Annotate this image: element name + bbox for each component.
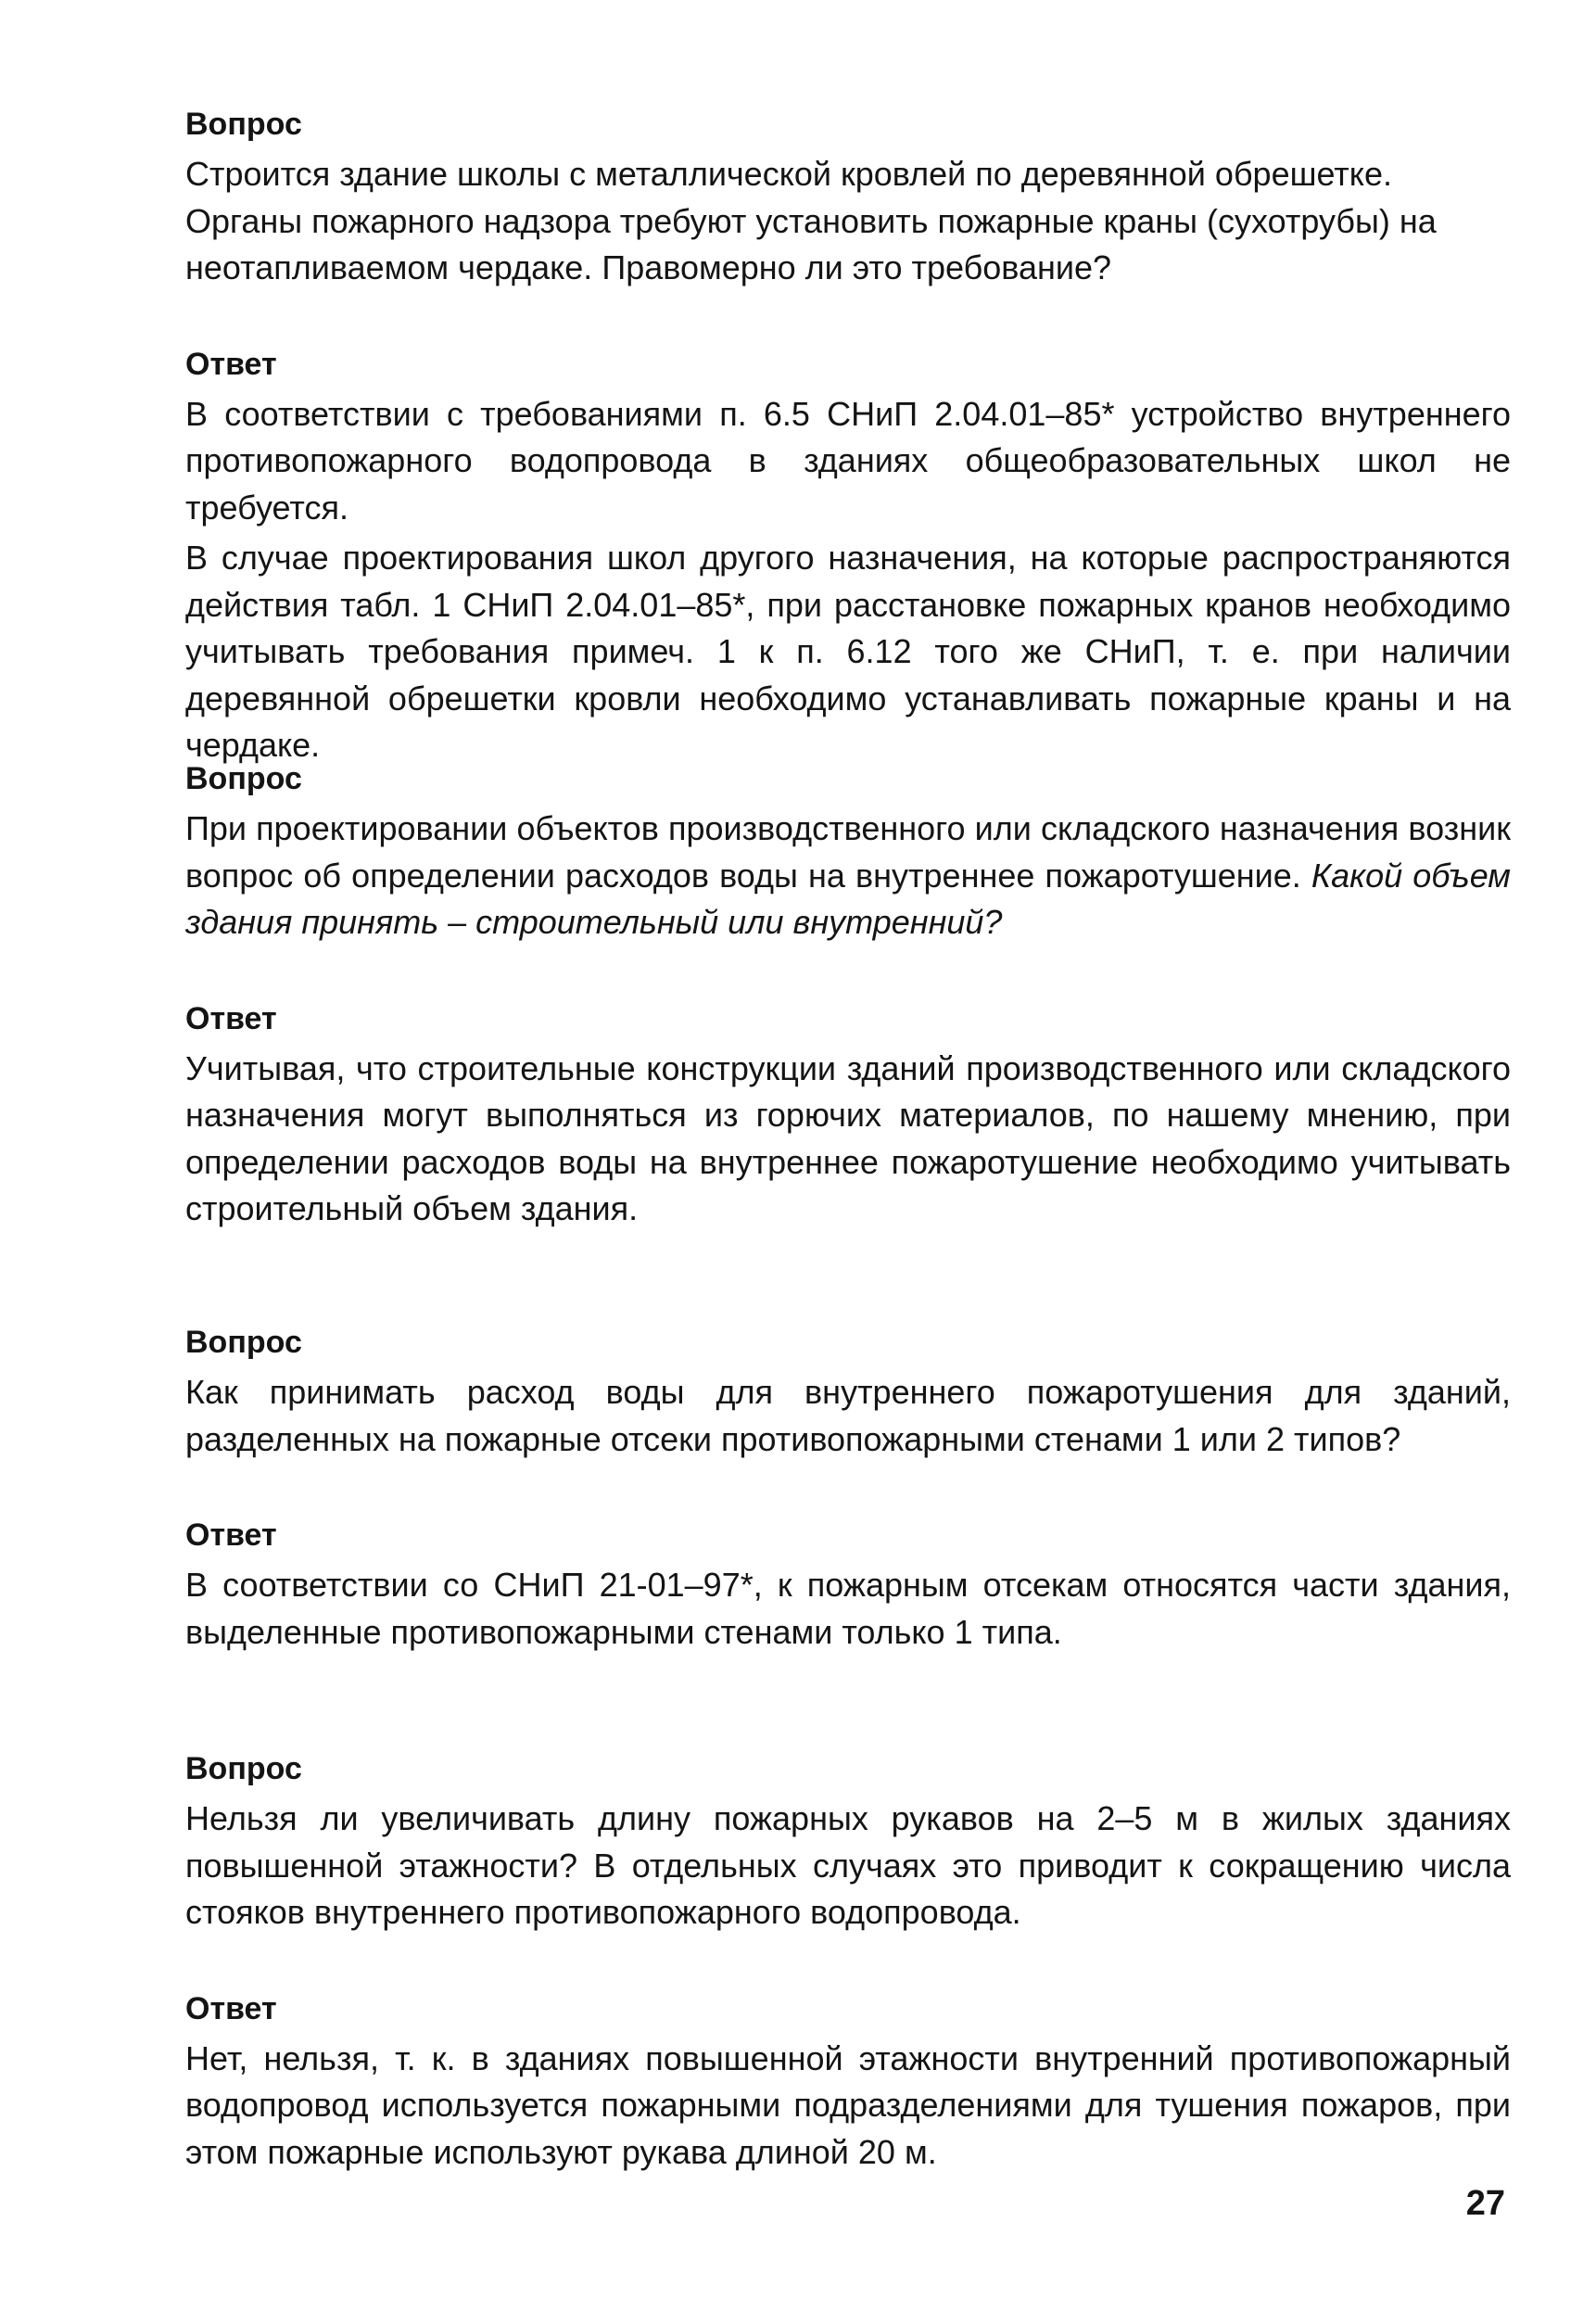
- answer-heading: Ответ: [185, 346, 277, 382]
- question-heading: Вопрос: [185, 761, 302, 796]
- question-text: Как принимать расход воды для внутреннего пожаротушения для зданий, разделенных на пожарные отсеки противопожарными стенами 1 или 2 типов?: [185, 1373, 1511, 1458]
- answer-paragraph: Учитывая, что строительные конструкции зданий производственного или складского назначения могут выполняться из горючих материалов, по нашему мнению, при определении расходов воды на внутреннее пожаротушение необходимо учитывать строительный объем здания.: [185, 1048, 1511, 1227]
- question-heading: Вопрос: [185, 1751, 302, 1786]
- question-heading: Вопрос: [185, 107, 302, 142]
- question-text: Строится здание школы с металлической кровлей по деревянной обрешетке. Органы пожарного надзора требуют установить пожарные краны (сухотрубы) на неотапливаемом чердаке. Правомерно ли это требование?: [185, 155, 1437, 286]
- answer-paragraph: Нет, нельзя, т. к. в зданиях повышенной этажности внутренний противопожарный водопровод используется пожарными подразделениями для тушения пожаров, при этом пожарные используют рукава длиной 20 м.: [185, 2038, 1511, 2171]
- qa-block-3: [185, 1322, 1511, 1656]
- answer-heading: Ответ: [185, 1517, 277, 1553]
- answer-paragraph: В соответствии со СНиП 21-01–97*, к пожарным отсекам относятся части здания, выделенные противопожарными стенами только 1 типа.: [185, 1566, 1511, 1651]
- question-text: [185, 806, 1511, 946]
- question-text-italic: Какой объем здания принять – строительный или внутренний?: [185, 856, 1511, 941]
- answer-paragraph: В случае проектирования школ другого назначения, на которые распространяются действия табл. 1 СНиП 2.04.01–85*, при расстановке пожарных кранов необходимо учитывать требования примеч. 1 к п. 6.12 того же СНиП, т. е. при наличии деревянной обрешетки кровли необходимо устанавливать пожарные краны и на чердаке.: [185, 539, 1511, 764]
- qa-block-2: [185, 758, 1511, 1233]
- question-text-regular: При проектировании объектов производственного или складского назначения возник вопрос об определении расходов воды на внутреннее пожаротушение.: [185, 809, 1511, 895]
- question-text: Нельзя ли увеличивать длину пожарных рукавов на 2–5 м в жилых зданиях повышенной этажности? В отдельных случаях это приводит к сокращению числа стояков внутреннего противопожарного водопровода.: [185, 1799, 1511, 1931]
- answer-heading: Ответ: [185, 1000, 277, 1036]
- question-heading: Вопрос: [185, 1325, 302, 1360]
- qa-block-1: [185, 104, 1511, 769]
- answer-heading: Ответ: [185, 1990, 277, 2026]
- qa-block-4: [185, 1748, 1511, 2176]
- page-number: 27: [1465, 2184, 1505, 2223]
- answer-paragraph: В соответствии с требованиями п. 6.5 СНиП 2.04.01–85* устройство внутреннего противопожарного водопровода в зданиях общеобразовательных школ не требуется.: [185, 394, 1511, 527]
